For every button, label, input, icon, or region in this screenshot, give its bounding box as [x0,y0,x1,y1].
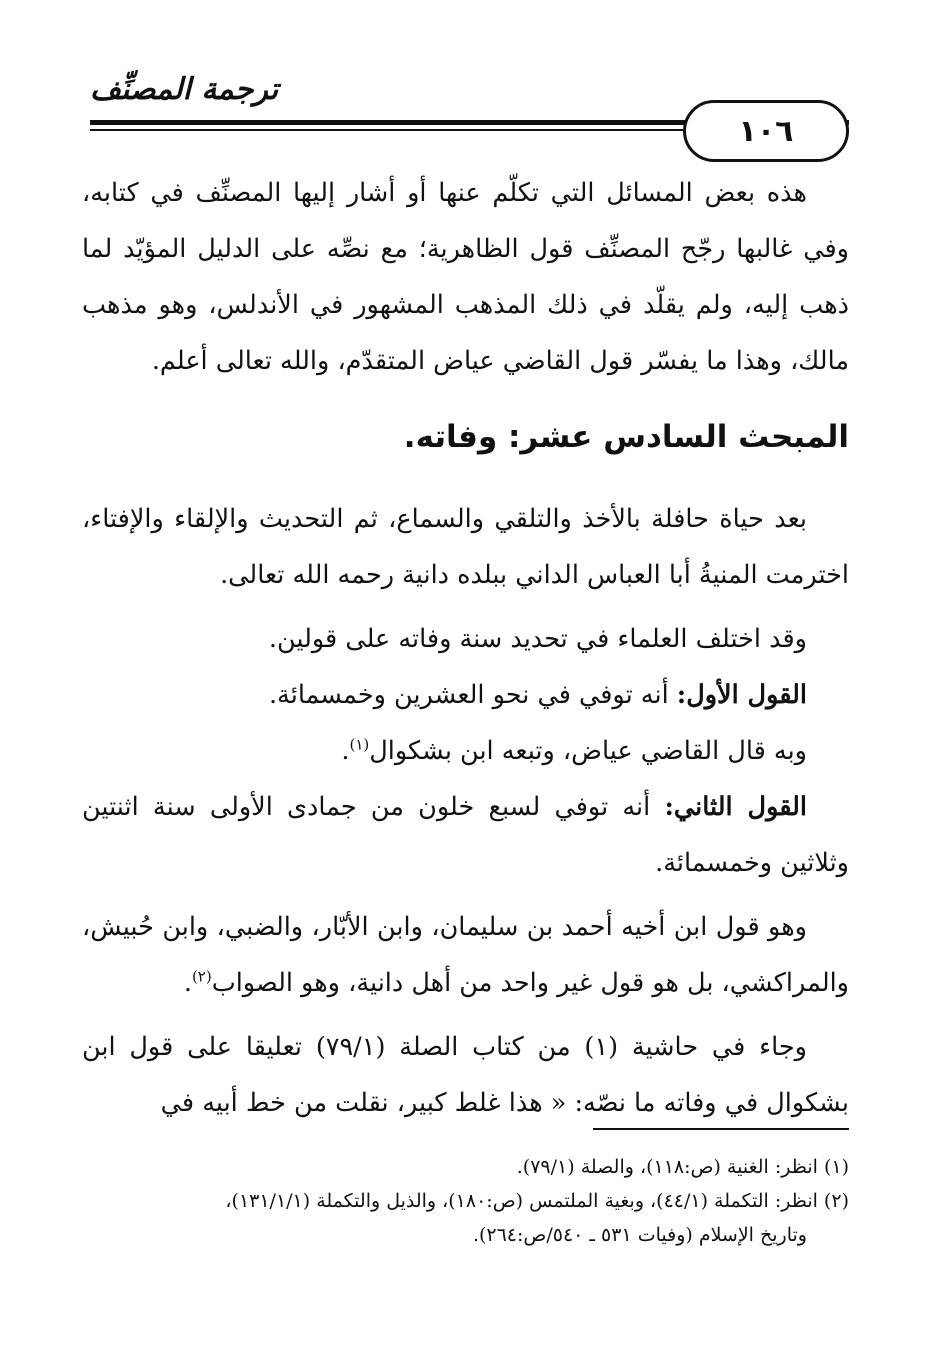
second-opinion-text: أنه توفي لسبع خلون من جمادى الأولى سنة اثنتين وثلاثين وخمسمائة. [82,792,849,878]
paragraph-4-text: وبه قال القاضي عياض، وتبعه ابن بشكوال [369,736,807,766]
footnote-separator [593,1128,849,1130]
main-text [82,165,849,1131]
footnote-ref-2: (٢) [191,967,212,986]
paragraph-5 [82,899,849,1011]
section-heading: المبحث السادس عشر: وفاته. [403,419,849,455]
paragraph-6: وجاء في حاشية (١) من كتاب الصلة (٧٩/١) تعليقا على قول ابن بشكوال في وفاته ما نصّه: « هذا غلط كبير، نقلت من خط أبيه في [82,1032,849,1118]
footnote-ref-1: (١) [349,735,370,754]
first-opinion [82,667,849,723]
first-opinion-label: القول الأول: [676,680,807,710]
paragraph-2: بعد حياة حافلة بالأخذ والتلقي والسماع، ثم التحديث والإلقاء والإفتاء، اخترمت المنيةُ أبا العباس الداني ببلده دانية رحمه الله تعالى. [82,504,849,590]
page-header [90,72,849,152]
paragraph-3: وقد اختلف العلماء في تحديد سنة وفاته على قولين. [268,624,807,654]
paragraph-5-text: وهو قول ابن أخيه أحمد بن سليمان، وابن الأبّار، والضبي، وابن حُبيش، والمراكشي، بل هو قول غير واحد من أهل دانية، وهو الصواب [82,912,849,998]
running-title: ترجمة المصنِّف [90,72,279,107]
first-opinion-text: أنه توفي في نحو العشرين وخمسمائة. [268,680,677,710]
paragraph-1: هذه بعض المسائل التي تكلّم عنها أو أشار إليها المصنِّف في كتابه، وفي غالبها رجّح المصنِّف قول الظاهرية؛ مع نصِّه على الدليل المؤيّد لما ذهب إليه، ولم يقلّد في ذلك المذهب المشهور في الأندلس، وهو مذهب مالك، وهذا ما يفسّر قول القاضي عياض المتقدّم، والله تعالى أعلم. [82,178,849,376]
footnote-2-continued: وتاريخ الإسلام (وفيات ٥٣١ ـ ٥٤٠/ص:٢٦٤). [472,1224,807,1246]
footnotes [82,1150,849,1252]
footnote-1: (١) انظر: الغنية (ص:١١٨)، والصلة (٧٩/١). [516,1156,849,1178]
footnote-2: (٢) انظر: التكملة (٤٤/١)، وبغية الملتمس (ص:١٨٠)، والذيل والتكملة (١٣١/١/١)، [225,1190,849,1212]
paragraph-4-end: . [341,736,350,766]
paragraph-4 [82,723,849,779]
paragraph-5-end: . [183,968,192,998]
second-opinion [82,779,849,891]
page-number: ١٠٦ [683,100,849,162]
second-opinion-label: القول الثاني: [664,792,807,822]
